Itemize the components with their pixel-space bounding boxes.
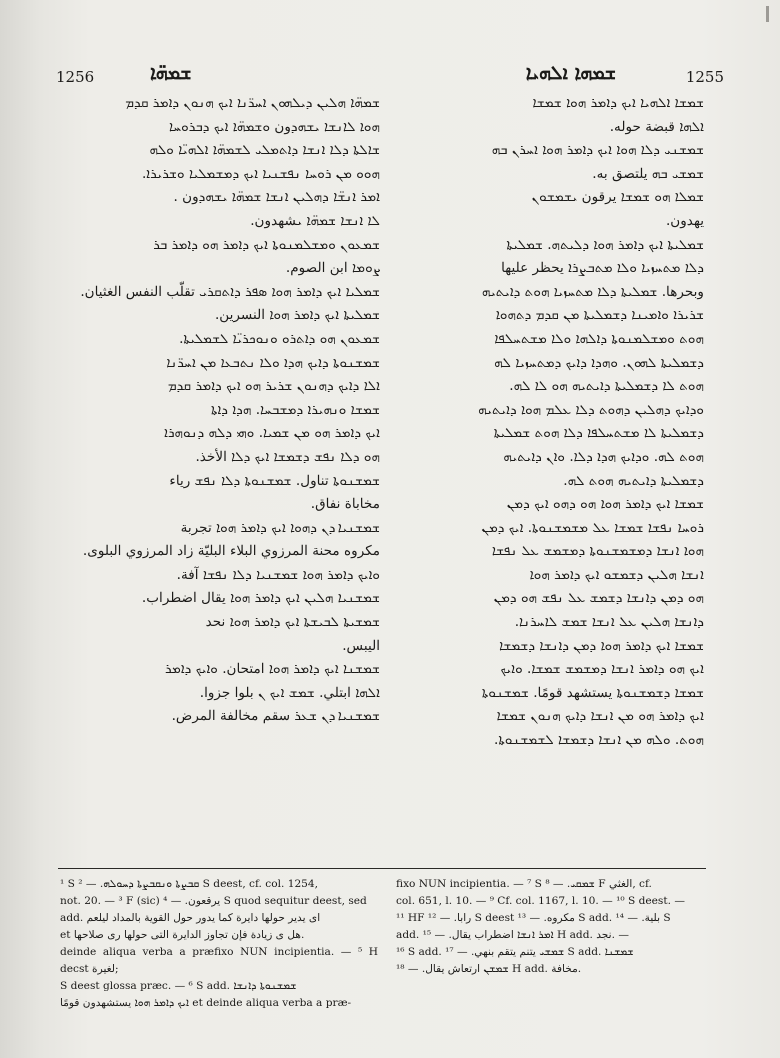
text-line: ܘܐܝܟ ܕܐܡܪ ܗܘܐ ܫܡܫܢܝܐ ܕܠܐ ܢܦܫܐ آفة. <box>176 566 380 583</box>
text-line: ܫܡܠܐ ܗܘ ܫܡܫܐ يرقون ܝܫܡܫܘܢ <box>531 189 704 206</box>
footnote-line: S deest glossa præc. — ⁶ S add. ܫܡܫܢܘܬܐ ܕܐܢܫܐ <box>60 980 297 992</box>
text-line: يهدون. <box>665 212 704 229</box>
text-line: ܫܡܫܢܝܐ ܕܢ ܫܥܪ سقم مخالفة المرض. <box>171 708 380 725</box>
text-line: ܫܪܝܪܐ ܘܐܡܝܢܐ ܕܫܡܠܝܬܐ ܡܢ ܩܕܡ ܕܬܗܘܐ <box>495 307 704 324</box>
text-line: ܗܘܬ. ܘܠܗ ܡܢ ܐܢܫܐ ܕܫܡܫܐ ܠܫܡܫܢܘܬܐ. <box>494 732 704 749</box>
text-line: ܐܡܪ ܐܢܫ̈ܐ ܕܗܠܝܢ ܐܢܫܐ ܫܡܗ̈ܐ ܝܫܗܕون . <box>173 189 380 206</box>
left-running-title: ܫܡܗ̈ܐ <box>150 62 192 84</box>
text-line: ܐܝܟ ܕܐܡܪ ܗܘ ܡܢ ܫܡܝܐ. ܘܗܝ ܕܠܗ ܕܢܘܗܪܐ <box>164 425 380 442</box>
text-line: ܘܕܐܝܟ ܕܗܠܝܢ ܕܗܘܬ ܕܠܐ ܥܠܡ ܗܘܐ ܕܐܝܬܝܗ <box>478 401 704 418</box>
text-line: ܫܡܫܢܘܬܐ تناول. ܫܡܫܢܘܬܐ ܕܠܐ ܢܦܫ رياء <box>169 472 380 489</box>
text-line: ܫܡܫܐ ܐܠܗܝܐ ܐܝܟ ܕܐܡܪ ܗܘܐ ܫܡܫܐ <box>532 95 704 111</box>
right-page-number: 1255 <box>685 68 724 86</box>
footnote-line: et هل ى زيادة فإن تجاوز الدايرة التى حولها رى صلاحها. <box>60 929 305 941</box>
text-line: ܗܘܐ ܐܢܫܐ ܕܡܫܡܫܢܘܬܐ ܕܡܫܡܫ ܥܠ ܢܦܫܐ <box>491 543 704 560</box>
text-line: ܫܡܫܐ ܕܫܡܫܢܘܬܐ يستشهد قومًا. ܫܡܫܢܘܬܐ <box>481 684 704 701</box>
text-line: ܫܡܥܘܢ ܘܡܫܠܡܢܘܬܐ ܐܝܟ ܕܐܡܪ ܗܘ ܕܐܡܪ ܒܪ <box>153 236 380 253</box>
text-line: ܨܘܡܐ ابن الصوم. <box>285 260 380 277</box>
footnote-line: col. 651, l. 10. — ⁹ Cf. col. 1167, l. 10. — ¹⁰ S deest. — <box>396 895 685 907</box>
text-line: ܫܡܫܢܐ ܐܝܟ ܕܐܡܪ ܗܘܐ امتحان. ܘܐܝܟ ܕܐܡܪ <box>165 661 380 678</box>
text-line: ܫܡܠܝܬܐ ܐܝܟ ܕܐܡܪ ܗܘܐ ܕܠܝܬܗ. ܫܡܠܝܬܐ <box>506 236 704 253</box>
text-line: ܐܠܐ ܕܐܝܟ ܕܗܢܘܢ ܫܪܝܪ ܗܘ ܐܝܟ ܕܐܡܪ ܩܕܡ <box>167 378 380 395</box>
text-line: ܫܡܫܝ ܒܗ يلتصق به. <box>592 165 704 182</box>
text-line: ܫܡܥܘܢ ܗܘ ܕܐܬܪܘ ܘܢܘܟܪܝ̈ܐ ܠܫܡܠܝܬܐ. <box>179 330 380 347</box>
text-line: وبحرها. ܫܡܠܝܬܐ ܕܠܐ ܡܬܚܙܝܐ ܗܘܬ ܕܐܝܬܝܗ <box>481 283 704 300</box>
text-line: ܕܫܡܠܝܬܐ ܠܗܘܢ. ܘܗܕܐ ܕܐܝܟ ܕܡܬܚܙܝܐ ܠܗ <box>494 354 704 371</box>
text-line: ܕܠܐ ܡܬܚܙܝܐ ܘܠܐ ܡܬܒܨܪܐ يحظر عليها <box>501 260 704 277</box>
right-text-column <box>368 92 704 852</box>
text-line: ܗܘ ܕܡܢ ܕܐܢܫܐ ܕܫܡܫ ܥܠ ܢܦܫ ܗܘ ܕܡܢ <box>493 590 704 607</box>
page-header <box>52 62 734 92</box>
footnote-line: add. اى يدير حولها دايرة كما يدور حول القوية بالمداد ليلعم <box>60 912 321 924</box>
text-line: ܐܢܫܐ ܗܠܝܢ ܕܫܡܫܘ ܐܝܟ ܕܐܡܪ ܗܘܐ <box>529 566 704 583</box>
footnote-line: ¹ S ܩܒܨܬܐ ܘܢܩܒܨܬܐ ܕܚܘܠܗ. — ² S deest, cf. col. 1254, <box>60 878 319 890</box>
footnote-line: ¹¹ HF رابا. — ¹² S deest مكروه. — ¹³ S add. بلية. — ¹⁴ S <box>396 912 671 924</box>
text-line: ܫܡܫܢܝ ܕܠܐ ܗܘܐ ܐܝܟ ܕܐܡܪ ܗܘܐ ܐܚܪܢ ܒܗ <box>491 142 704 159</box>
text-line: ܫܡܫܢܝܐ ܕܢ ܕܗܘܐ ܐܝܟ ܕܐܡܪ ܗܘܐ تجربة <box>180 519 380 536</box>
text-line: ܐܠܗܐ ابتلي. ܫܡܫ ܐܝܟ ܢ بلوا جزوا. <box>199 684 380 701</box>
text-line: ܐܠܗܐ قبضة حوله. <box>609 118 704 135</box>
text-line: مخاباة نفاق. <box>310 496 380 513</box>
footnote-line: ܫܡܫܢ ارتعاش يقال. — ¹⁸ H add. مخافة. <box>396 963 582 975</box>
text-line: ܗܘܐ ܠܐܢܫܐ ܝܫܗܕون ܘܫܡܗ̈ܐ ܐܝܟ ܕܒܪܘܚܐ <box>169 118 380 135</box>
text-line: ܫܡܗ̈ܐ ܗܠܝܢ ܕܝܠܗܘܢ ܐܚܪ̈ܢܐ ܐܝܟ ܗܢܘܢ ܕܐܡܪ ܩܕܡ <box>125 95 380 111</box>
footnote-line: add. ܐܡܪ ܐܢܫܐ اضطراب يقال. — ¹⁵ H add. نجد. — <box>396 929 629 941</box>
text-line: ܕܫܡܠܝܬܐ ܠܐ ܡܫܬܚܠܦܐ ܕܠܐ ܗܘܬ ܫܡܠܝܬܐ <box>493 425 704 442</box>
text-line: ܗܘܘ ܡܢ ܪܘܚܐ ܢܦܫܢܝܐ ܐܝܟ ܕܡܫܡܠܝܐ ܘܫܪܝܪܐ. <box>141 165 380 182</box>
footnote-line: deinde aliqua verba a præfixo NUN incipientia. — ⁵ H decst لغيرة; <box>60 946 378 975</box>
footnote-line: ¹⁶ S add. ܫܡܫܝ يتنم يتقم بنهي. — ¹⁷ S add. ܫܡܫܢܐ <box>396 946 634 958</box>
text-line: ܗܘ ܕܠܐ ܢܦܫ ܕܫܡܫܐ ܐܝܟ ܕܠܐ الأخذ. <box>195 448 380 465</box>
text-line: ܫܡܫܢܘܬܐ ܕܐܝܟ ܗܕܐ ܘܠܐ ܢܬܒܥܐ ܡܢ ܐܚܪ̈ܢܐ <box>166 354 380 371</box>
footnote-line: ܐܝܟ ܕܐܡܪ ܗܘܐ يستشهدون قومًا et deinde aliqua verba a præ- <box>60 997 352 1009</box>
page-edge-mark <box>766 6 769 22</box>
footnote-line: not. 20. — ³ F (sic) يرقعون. — ⁴ S quod sequitur deest, sed <box>60 895 367 907</box>
left-page-number: 1256 <box>56 68 95 86</box>
text-line: ܫܡܫܐ ܐܝܟ ܕܐܡܪ ܗܘܐ ܗܘ ܕܗܘ ܐܝܟ ܕܡܢ <box>506 496 704 513</box>
text-line: ܠܐ ܐܢܫܐ ܫܡܗ̈ܐ ܝشهدون. <box>250 212 380 229</box>
text-line: ܕܐܢܫܐ ܗܠܝܢ ܥܠ ܐܢܫܐ ܫܡܫ ܠܐܚܪܢܐ. <box>514 614 704 631</box>
text-line: ܫܡܫܢܝܐ ܗܠܝܢ ܐܝܟ ܕܐܡܪ ܗܘܐ يقال اضطراب. <box>141 590 380 607</box>
text-line: ܫܡܠܝܐ ܐܝܟ ܕܐܡܪ ܗܘܐ ܣܦܪ ܕܐܬܩܪܝ تقلّب النفس الغثيان. <box>80 283 380 300</box>
text-line: ܪܘܚܐ ܢܦܫܐ ܫܡܫܐ ܥܠ ܡܫܡܫܢܘܬܐ. ܐܝܟ ܕܡܢ <box>481 519 704 536</box>
text-line: ܐܝܟ ܗܘ ܕܐܡܪ ܐܢܫܐ ܕܡܫܡܫ ܫܡܫܐ. ܘܐܝܟ <box>500 661 704 678</box>
text-line: ܐܝܟ ܕܐܡܪ ܗܘ ܡܢ ܐܢܫܐ ܕܐܝܟ ܗܢܘܢ ܫܡܫܐ <box>496 708 704 725</box>
text-line: ܗܘܬ ܠܗ. ܘܕܐܝܟ ܗܕܐ ܕܠܐ. ܘܐܢ ܕܐܝܬܝܗ <box>503 448 704 465</box>
text-line: اليبس. <box>342 637 380 654</box>
right-running-title: ܫܡܗܐ ܐܠܗܝܐ <box>525 62 616 84</box>
text-line: ܫܐܠܬܐ ܕܠܐ ܐܢܫܐ ܕܐܬܡܠܝ ܠܫܡܗ̈ܐ ܐܠܗܝ̈ܐ ܘܠܗ <box>149 142 380 159</box>
footnote-rule <box>58 868 706 869</box>
text-line: ܗܘܬ ܘܡܫܠܡܢܘܬܐ ܕܐܠܗܐ ܘܠܐ ܡܫܬܚܠܦܐ <box>494 330 704 347</box>
text-line: ܫܡܫܐ ܘܢܗܝܪܐ ܕܡܫܒܚܐ. ܗܕܐ ܕܐܬܐ <box>210 401 380 418</box>
left-text-column <box>58 92 380 852</box>
right-footnotes <box>396 876 702 1026</box>
left-footnotes <box>60 876 378 1026</box>
text-line: ܫܡܫܐ ܐܝܟ ܕܐܡܪ ܗܘܐ ܕܡܢ ܕܐܢܫܐ ܕܫܡܫܐ <box>499 637 704 654</box>
text-line: ܗܘܬ ܠܐ ܕܫܡܠܝܬܐ ܕܐܝܬܝܗ ܗܘ ܠܐ ܠܗ. <box>509 378 704 395</box>
text-line: ܫܡܫܝܬܐ ܠܒܝܫܬܐ ܐܝܟ ܕܐܡܪ ܗܘܐ نحد <box>205 614 380 631</box>
text-line: ܕܫܡܠܝܬܐ ܕܐܝܬܝܗ ܗܘܬ ܠܗ. <box>563 472 704 489</box>
text-line: مكروه محنة المرزوي البلاء البليّة زاد المرزوي البلوى. <box>82 543 380 560</box>
footnote-line: fixo NUN incipientia. — ⁷ S ܫܡܩܝ. — ⁸ F الغثي, cf. <box>396 878 652 890</box>
text-line: ܫܡܠܝܬܐ ܐܝܟ ܕܐܡܪ ܗܘܐ النسرين. <box>214 307 380 324</box>
